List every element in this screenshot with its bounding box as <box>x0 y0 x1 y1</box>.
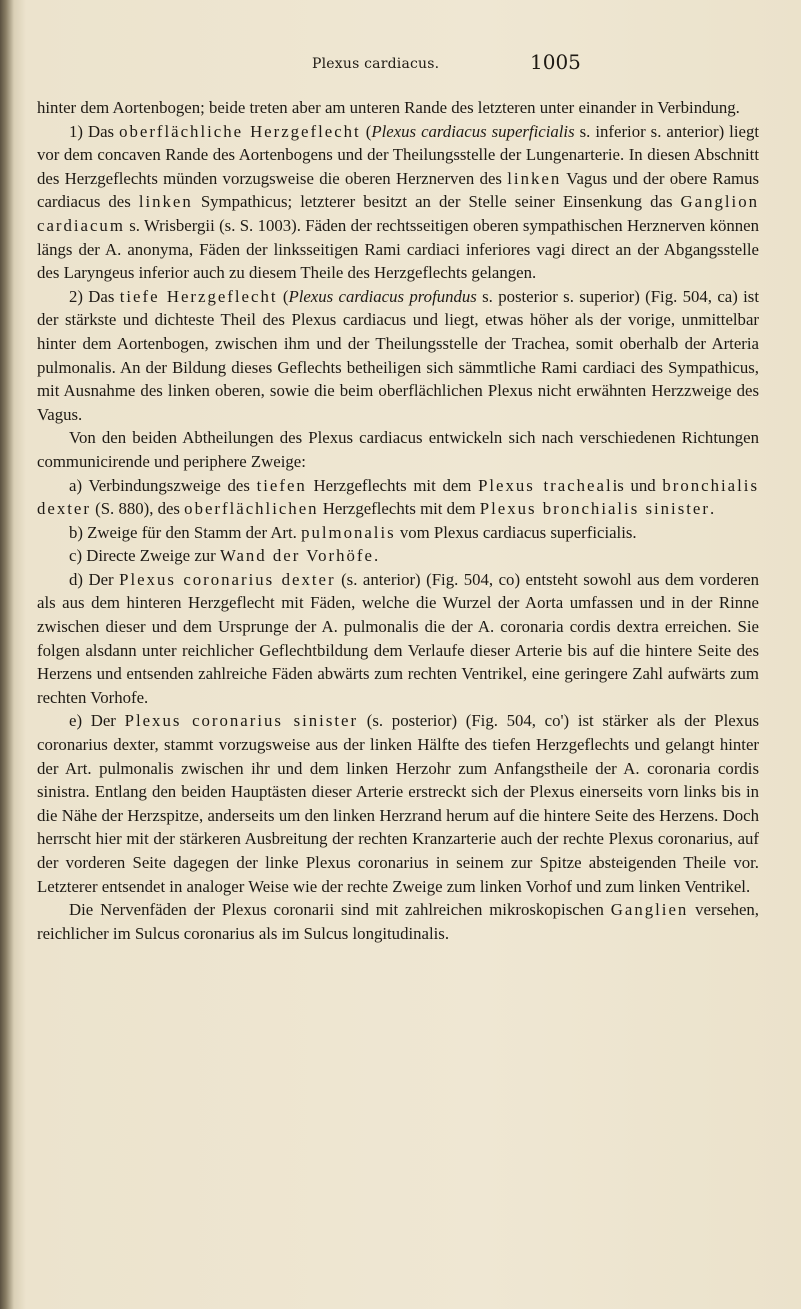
text-run: a) Verbindungszweige des <box>69 475 257 495</box>
text-run: versehen, reichlicher im Sulcus coronarius als im Sulcus longitudinalis. <box>37 900 759 943</box>
spaced-term: Ganglien <box>610 900 689 920</box>
spaced-term: tiefe Herzgeflecht <box>119 286 278 306</box>
text-run: s. inferior s. anterior) liegt vor dem concaven Rande des Aortenbogens und der Theilungsstelle der Lungenarterie. In diesen Abschnitt des Herzgeflechts münden vorzugsweise die oberen Herznerven des <box>37 121 760 188</box>
text-run: Vagus und der obere Ramus cardiacus des <box>37 168 759 212</box>
spaced-term: oberflächliche Herzgeflecht <box>119 121 361 141</box>
text-run: Sympathicus; letzterer besitzt an der Stelle seiner Einsenkung das <box>192 192 681 212</box>
text-run: vom Plexus cardiacus superficialis. <box>395 522 637 542</box>
text-run: e) Der <box>69 711 125 731</box>
text-run: (s. anterior) (Fig. 504, co) entsteht sowohl aus dem vorderen als aus dem hinteren Herzgeflecht mit Fäden, welche die Wurzel der Aorta umfassen und in der Rinne zwischen dieser und dem Ursprunge der A. pulmonalis die der A. coronaria cordis dextra erreichen. Sie folgen alsdann unter reichlicher Geflechtbildung dem Verlaufe dieser Arterie bis auf die hintere Seite des Herzens und entsenden zahlreiche Fäden abwärts zum rechten Ventrikel, eine geringere Zahl aufwärts zum rechten Vorhofe. <box>37 569 760 707</box>
text-run: hinter dem Aortenbogen; beide treten aber am unteren Rande des letzteren unter einander in Verbindung. <box>37 98 740 117</box>
text-run: 2) Das <box>69 286 120 306</box>
spaced-term: bronchialis dexter <box>37 475 759 519</box>
page-number: 1005 <box>530 50 581 74</box>
text-run: Die Nervenfäden der Plexus coronarii sind mit zahlreichen mikroskopischen <box>69 900 611 920</box>
italic-term: Plexus cardiacus profundus <box>288 286 477 306</box>
text-run: s. posterior s. superior) (Fig. 504, ca) ist der stärkste und dichteste Theil des Plexus cardiacus und liegt, etwas höher als der vorige, unmittelbar hinter dem Aortenbogen, zwischen ihm und der Theilungsstelle der Trachea, somit oberhalb der Arteria pulmonalis. An der Bildung dieses Geflechts betheiligen sich sämmtliche Rami cardiaci des Sympathicus, mit Ausnahme des linken oberen, sowie die beim oberflächlichen Plexus nicht erwähnten Herzzweige des Vagus. <box>37 286 759 424</box>
spaced-term: Plexus bronchialis sinister <box>479 499 710 519</box>
paragraph <box>37 426 759 473</box>
spaced-term: Wand der Vorhöfe <box>219 546 374 566</box>
text-run: b) Zweige für den Stamm der Art. <box>69 522 302 542</box>
text-run: (S. 880), des <box>90 499 185 519</box>
paragraph <box>37 544 759 568</box>
paragraph <box>37 521 759 545</box>
text-run: s. Wrisbergii (s. S. 1003). Fäden der rechtsseitigen oberen sympathischen Herznerven können längs der A. anonyma, Fäden der linksseitigen Rami cardiaci inferiores vagi direct an der Abgangsstelle des Laryngeus inferior auch zu diesem Theile des Herzgeflechts gelangen. <box>37 215 759 283</box>
spaced-term: Plexus coronarius sinister <box>124 711 359 731</box>
paragraph <box>37 568 759 710</box>
spaced-term: Plexus tracheal <box>478 475 613 495</box>
page-header <box>0 50 801 80</box>
paragraph <box>37 120 759 285</box>
spaced-term: linken <box>138 192 193 212</box>
text-run: d) Der <box>69 569 120 589</box>
text-run: Herzgeflechts mit dem <box>318 499 480 519</box>
spaced-term: pulmonalis <box>301 522 396 542</box>
text-run: 1) Das <box>69 121 120 141</box>
text-run: ( <box>277 286 289 306</box>
text-run: c) Directe Zweige zur <box>69 546 220 566</box>
spaced-term: oberflächlichen <box>184 499 319 519</box>
body-text <box>37 96 759 945</box>
italic-term: Plexus cardiacus superficialis <box>371 121 575 141</box>
spaced-term: linken <box>507 168 562 188</box>
paragraph <box>37 285 759 427</box>
spaced-term: Ganglion cardiacum <box>37 192 759 235</box>
paragraph <box>37 474 759 521</box>
spaced-term: tiefen <box>256 475 307 495</box>
text-run: . <box>709 499 715 519</box>
spaced-term: Plexus coronarius dexter <box>119 569 336 589</box>
text-run: (s. posterior) (Fig. 504, co') ist stärker als der Plexus coronarius dexter, stammt vorzugsweise aus der linken Hälfte des tiefen Herzgeflechts und gelangt hinter der Art. pulmonalis zwischen ihr und dem linken Herzohr zum Anfangstheile der A. coronaria cordis sinistra. Entlang den beiden Hauptästen dieser Arterie erstreckt sich der Plexus einerseits vorn links bis in die Nähe der Herzspitze, anderseits um den linken Herzrand herum auf die hintere Seite des Herzens. Doch herrscht hier mit der stärkeren Ausbreitung der rechten Kranzarterie auch der rechte Plexus coronarius, auf der vorderen Seite dagegen der linke Plexus coronarius in seinem zur Spitze absteigenden Theile vor. Letzterer entsendet in analoger Weise wie der rechte Zweige zum linken Vorhof und zum linken Ventrikel. <box>37 711 759 896</box>
text-run: ( <box>360 121 372 141</box>
paragraph <box>37 898 759 945</box>
text-run: is und <box>612 475 663 495</box>
text-run: Herzgeflechts mit dem <box>306 475 479 495</box>
paragraph <box>37 96 759 120</box>
running-title: Plexus cardiacus. <box>312 56 440 72</box>
paragraph <box>37 709 759 898</box>
text-run: . <box>373 546 379 566</box>
text-run: Von den beiden Abtheilungen des Plexus cardiacus entwickeln sich nach verschiedenen Richtungen communicirende und periphere Zweige: <box>37 428 759 471</box>
